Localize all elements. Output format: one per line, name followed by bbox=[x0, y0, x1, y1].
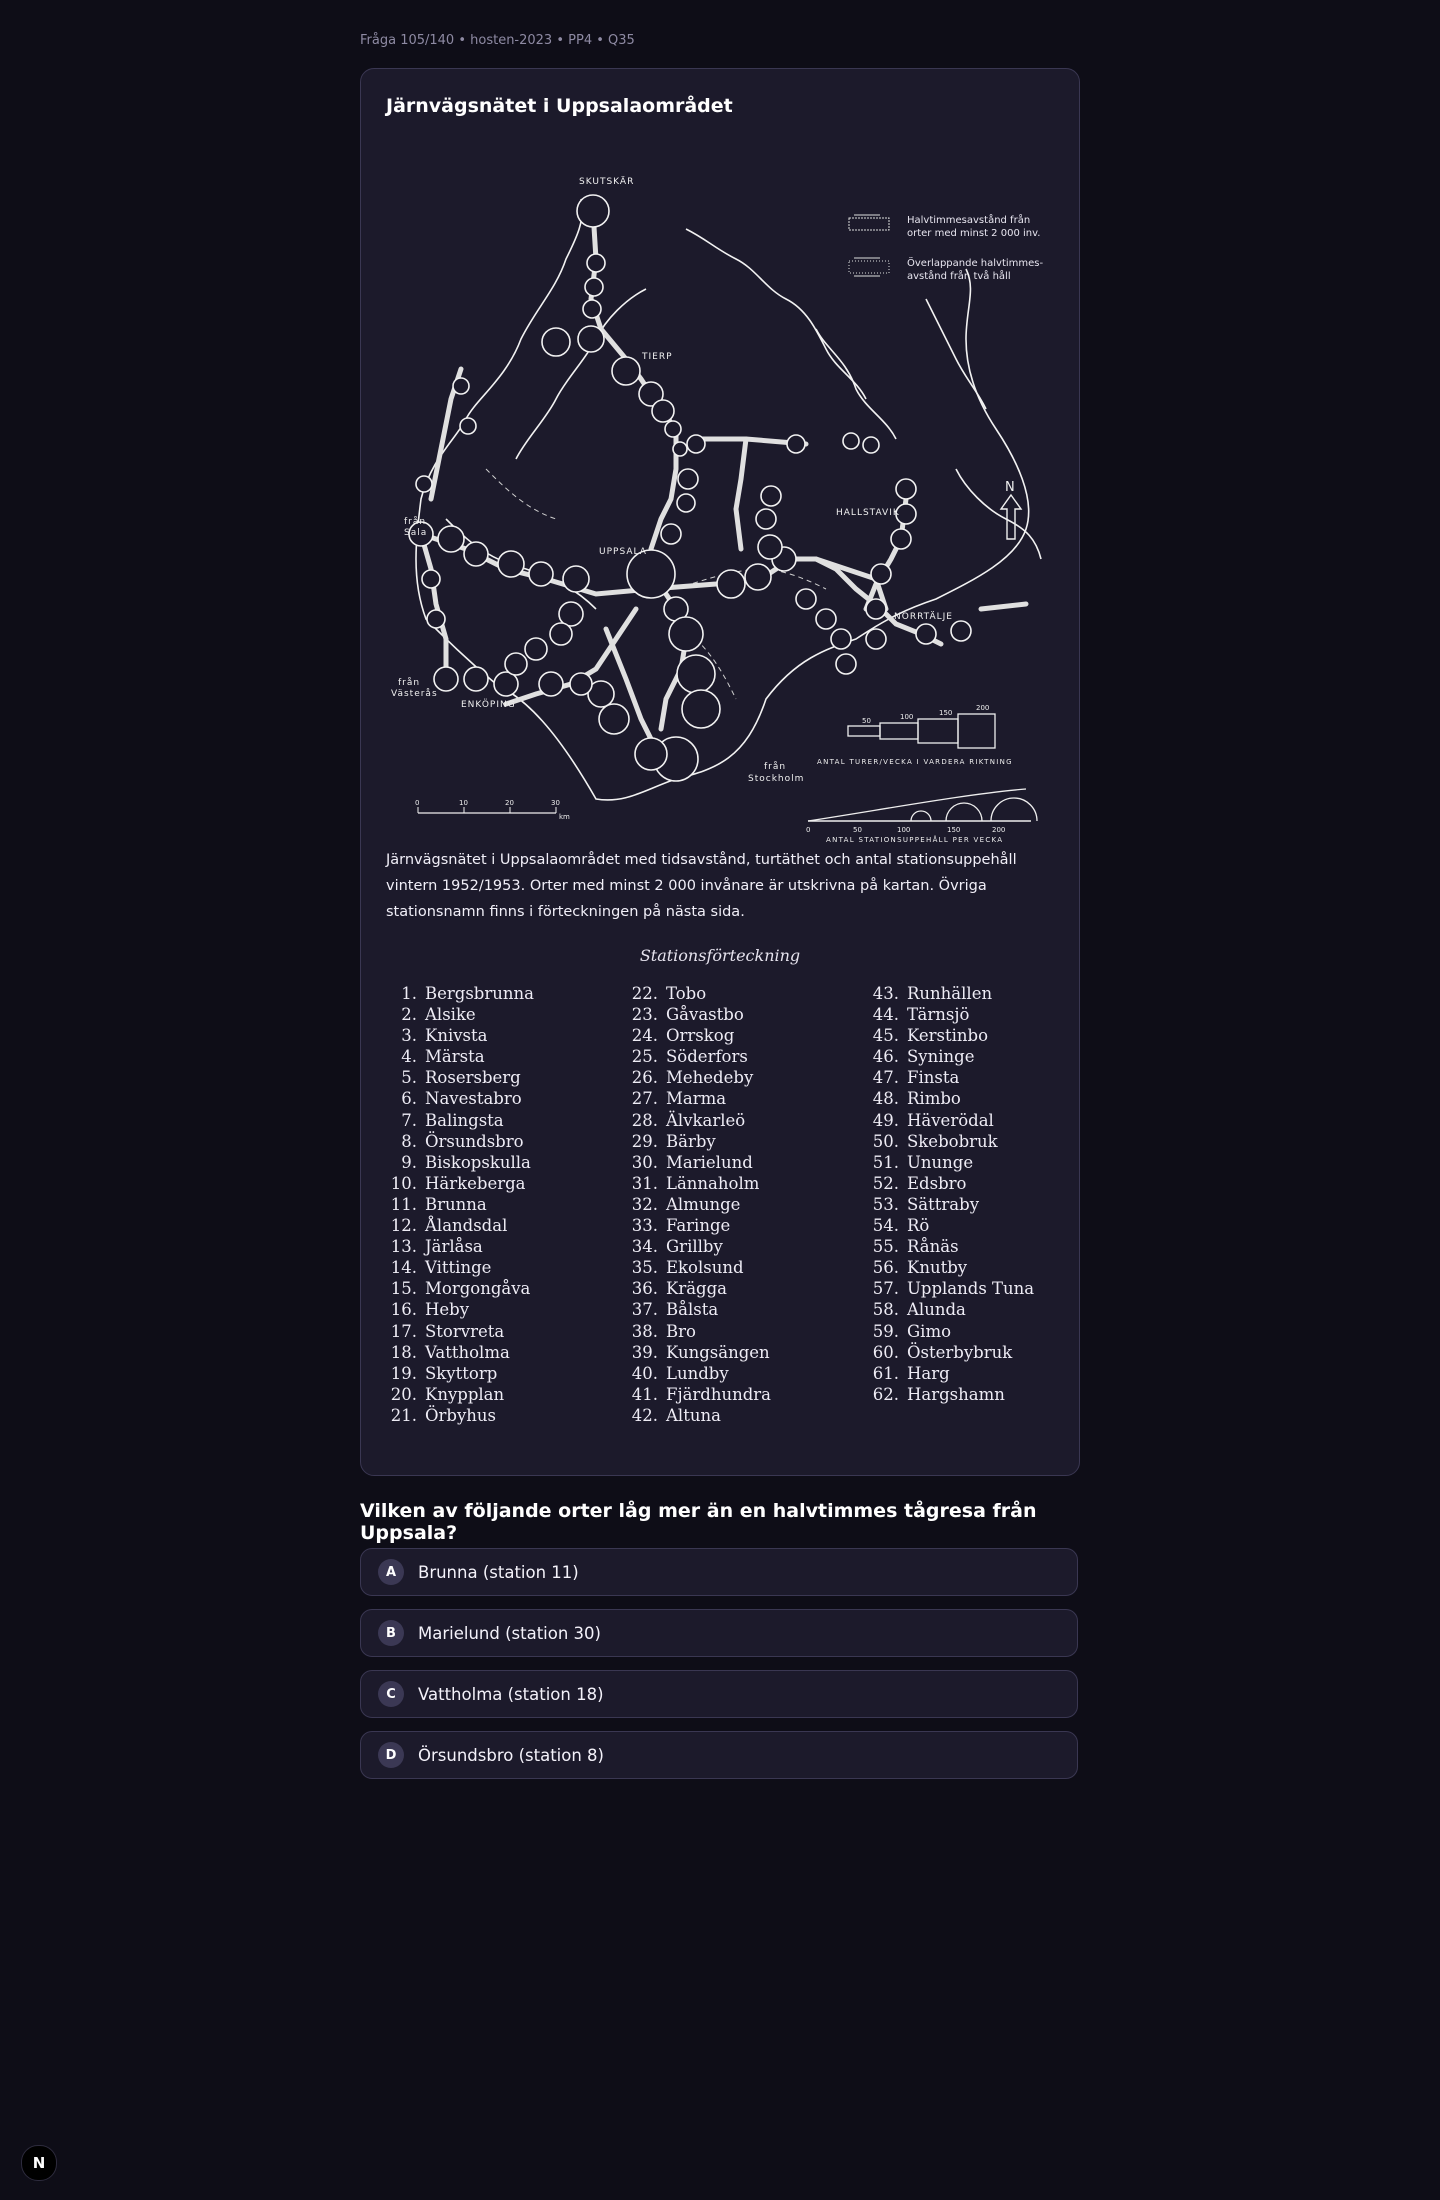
station-list-item bbox=[379, 1405, 534, 1426]
station-name: Härkeberga bbox=[425, 1173, 526, 1193]
option-letter-badge: B bbox=[378, 1620, 404, 1646]
station-number: 6. bbox=[401, 1089, 417, 1109]
uppehall-tick-0: 0 bbox=[806, 826, 811, 834]
station-number: 5. bbox=[401, 1068, 417, 1088]
station-name: Lännaholm bbox=[666, 1173, 760, 1193]
station-name: Krägga bbox=[666, 1279, 728, 1299]
station-name: Faringe bbox=[666, 1216, 731, 1236]
uppehall-tick-1: 50 bbox=[853, 826, 862, 834]
station-number: 34. bbox=[631, 1237, 658, 1257]
station-name: Häverödal bbox=[907, 1110, 994, 1130]
station-list-item bbox=[620, 1088, 771, 1109]
scale-unit: km bbox=[559, 813, 570, 821]
station-name: Fjärdhundra bbox=[666, 1384, 772, 1404]
app-logo-icon[interactable]: N bbox=[21, 2145, 57, 2181]
station-name: Skyttorp bbox=[425, 1363, 498, 1383]
station-name: Runhällen bbox=[907, 984, 993, 1003]
option-letter-badge: C bbox=[378, 1681, 404, 1707]
station-list-item bbox=[379, 1173, 534, 1194]
station-list-item bbox=[620, 983, 771, 1004]
station-name: Knypplan bbox=[425, 1384, 505, 1404]
station-name: Vattholma bbox=[425, 1342, 510, 1362]
station-markers bbox=[409, 195, 971, 781]
station-number: 31. bbox=[631, 1173, 658, 1193]
station-name: Skebobruk bbox=[907, 1131, 998, 1151]
station-column-2 bbox=[620, 983, 771, 1426]
station-number: 45. bbox=[872, 1026, 899, 1046]
station-column-3 bbox=[861, 983, 1034, 1405]
station-list-item bbox=[620, 1405, 771, 1426]
from-stockholm-2: Stockholm bbox=[748, 774, 805, 784]
figure-title: Järnvägsnätet i Uppsalaområdet bbox=[386, 95, 733, 117]
station-name: Ålandsdal bbox=[425, 1216, 508, 1236]
station-list-item bbox=[379, 1004, 534, 1025]
station-number: 54. bbox=[872, 1216, 899, 1236]
station-number: 55. bbox=[872, 1237, 899, 1257]
station-name: Älvkarleö bbox=[666, 1110, 746, 1130]
station-list-item bbox=[620, 1046, 771, 1067]
station-list-item bbox=[379, 1152, 534, 1173]
station-number: 1. bbox=[401, 984, 417, 1003]
legend-line-2: orter med minst 2 000 inv. bbox=[907, 228, 1041, 239]
station-list-item bbox=[861, 1299, 1034, 1320]
station-number: 42. bbox=[631, 1405, 658, 1425]
station-list-item bbox=[379, 1025, 534, 1046]
station-list-item bbox=[620, 1299, 771, 1320]
station-name: Alunda bbox=[907, 1300, 966, 1320]
station-list-item bbox=[861, 1321, 1034, 1342]
station-number: 43. bbox=[872, 984, 899, 1003]
station-number: 36. bbox=[631, 1279, 658, 1299]
station-number: 44. bbox=[872, 1005, 899, 1025]
station-list-item bbox=[861, 1278, 1034, 1299]
station-name: Gimo bbox=[907, 1321, 952, 1341]
station-name: Söderfors bbox=[666, 1047, 748, 1067]
from-vasteras-2: Västerås bbox=[391, 689, 438, 699]
station-name: Hargshamn bbox=[907, 1384, 1005, 1404]
station-number: 51. bbox=[872, 1152, 899, 1172]
station-list-item bbox=[379, 1278, 534, 1299]
place-tierp: TIERP bbox=[642, 352, 673, 362]
station-name: Orrskog bbox=[666, 1026, 735, 1046]
station-list-item bbox=[379, 1088, 534, 1109]
station-number: 11. bbox=[390, 1194, 417, 1214]
station-list-item bbox=[861, 1152, 1034, 1173]
station-list-item bbox=[379, 1321, 534, 1342]
station-list-item bbox=[379, 983, 534, 1004]
station-list-item bbox=[861, 1067, 1034, 1088]
turer-label: ANTAL TURER/VECKA I VARDERA RIKTNING bbox=[817, 758, 1013, 766]
option-label: Vattholma (station 18) bbox=[418, 1684, 604, 1704]
station-number: 56. bbox=[872, 1258, 899, 1278]
station-name: Knutby bbox=[907, 1258, 968, 1278]
from-stockholm-1: från bbox=[764, 762, 787, 772]
station-number: 9. bbox=[401, 1152, 417, 1172]
station-number: 62. bbox=[872, 1384, 899, 1404]
station-name: Biskopskulla bbox=[425, 1152, 531, 1172]
answer-option-d[interactable] bbox=[360, 1731, 1078, 1779]
station-name: Gåvastbo bbox=[666, 1005, 744, 1025]
station-name: Navestabro bbox=[425, 1089, 522, 1109]
station-number: 2. bbox=[401, 1005, 417, 1025]
station-name: Almunge bbox=[666, 1194, 741, 1214]
station-number: 59. bbox=[872, 1321, 899, 1341]
station-name: Kungsängen bbox=[666, 1342, 770, 1362]
station-name: Storvreta bbox=[425, 1321, 505, 1341]
station-name: Syninge bbox=[907, 1047, 975, 1067]
place-uppsala: UPPSALA bbox=[599, 547, 647, 557]
station-list-item bbox=[379, 1194, 534, 1215]
station-number: 28. bbox=[631, 1110, 658, 1130]
answer-option-a[interactable] bbox=[360, 1548, 1078, 1596]
station-number: 21. bbox=[390, 1405, 417, 1425]
station-number: 10. bbox=[390, 1173, 417, 1193]
station-list-item bbox=[861, 1110, 1034, 1131]
figure-card bbox=[360, 68, 1080, 1476]
station-name: Alsike bbox=[425, 1005, 476, 1025]
legend-line-1: Halvtimmesavstånd från bbox=[907, 215, 1031, 226]
station-list-item bbox=[861, 1046, 1034, 1067]
option-label: Marielund (station 30) bbox=[418, 1623, 601, 1643]
station-list-item bbox=[379, 1131, 534, 1152]
option-label: Brunna (station 11) bbox=[418, 1562, 579, 1582]
station-name: Tobo bbox=[666, 984, 707, 1003]
answer-option-b[interactable] bbox=[360, 1609, 1078, 1657]
scale-tick-3: 30 bbox=[551, 799, 560, 807]
station-name: Tärnsjö bbox=[907, 1005, 970, 1025]
station-list-item bbox=[620, 1067, 771, 1088]
station-list-item bbox=[861, 1215, 1034, 1236]
option-letter-badge: D bbox=[378, 1742, 404, 1768]
station-name: Grillby bbox=[666, 1237, 723, 1257]
station-list-item bbox=[620, 1278, 771, 1299]
station-name: Bergsbrunna bbox=[425, 984, 534, 1003]
station-list-item bbox=[620, 1342, 771, 1363]
station-list-item bbox=[861, 1088, 1034, 1109]
station-name: Lundby bbox=[666, 1363, 729, 1383]
station-number: 53. bbox=[872, 1194, 899, 1214]
station-number: 4. bbox=[401, 1047, 417, 1067]
station-list-item bbox=[861, 1194, 1034, 1215]
station-list-item bbox=[620, 1131, 771, 1152]
railway-map bbox=[386, 139, 1056, 899]
station-number: 29. bbox=[631, 1131, 658, 1151]
turer-diagram bbox=[817, 704, 1013, 766]
turer-tick-3: 150 bbox=[939, 709, 953, 717]
station-number: 32. bbox=[631, 1194, 658, 1214]
station-number: 60. bbox=[872, 1342, 899, 1362]
figure-caption: Järnvägsnätet i Uppsalaområdet med tidsavstånd, turtäthet och antal stationsuppehåll vintern 1952/1953. Orter med minst 2 000 invånare är utskrivna på kartan. Övriga stationsnamn finns i förteckningen på nästa sida. bbox=[386, 852, 1017, 920]
question-meta: Fråga 105/140 • hosten-2023 • PP4 • Q35 bbox=[360, 33, 635, 48]
station-name: Finsta bbox=[907, 1068, 960, 1088]
station-number: 24. bbox=[631, 1026, 658, 1046]
station-number: 23. bbox=[631, 1005, 658, 1025]
station-number: 8. bbox=[401, 1131, 417, 1151]
station-number: 50. bbox=[872, 1131, 899, 1151]
station-name: Vittinge bbox=[425, 1258, 492, 1278]
station-list-item bbox=[620, 1004, 771, 1025]
station-list-item bbox=[620, 1363, 771, 1384]
station-name: Örsundsbro bbox=[425, 1131, 524, 1151]
uppehall-tick-4: 200 bbox=[992, 826, 1006, 834]
station-number: 7. bbox=[401, 1110, 417, 1130]
station-name: Knivsta bbox=[425, 1026, 488, 1046]
station-list-item bbox=[620, 1152, 771, 1173]
station-list-item bbox=[379, 1215, 534, 1236]
station-name: Österbybruk bbox=[907, 1342, 1013, 1362]
station-number: 49. bbox=[872, 1110, 899, 1130]
from-vasteras-1: från bbox=[398, 678, 421, 688]
station-list-item bbox=[620, 1194, 771, 1215]
station-list-item bbox=[379, 1257, 534, 1278]
station-list-item bbox=[379, 1067, 534, 1088]
station-number: 39. bbox=[631, 1342, 658, 1362]
station-name: Morgongåva bbox=[425, 1279, 531, 1299]
station-number: 57. bbox=[872, 1279, 899, 1299]
station-list-item bbox=[861, 1236, 1034, 1257]
station-name: Märsta bbox=[425, 1047, 485, 1067]
station-name: Bålsta bbox=[666, 1300, 719, 1320]
station-name: Mehedeby bbox=[666, 1068, 754, 1088]
station-number: 52. bbox=[872, 1173, 899, 1193]
station-number: 13. bbox=[390, 1237, 417, 1257]
station-number: 25. bbox=[631, 1047, 658, 1067]
station-list-item bbox=[620, 1025, 771, 1046]
station-number: 38. bbox=[631, 1321, 658, 1341]
station-name: Bärby bbox=[666, 1131, 716, 1151]
station-name: Marma bbox=[666, 1089, 727, 1109]
station-number: 19. bbox=[390, 1363, 417, 1383]
station-name: Järlåsa bbox=[425, 1237, 483, 1257]
station-name: Edsbro bbox=[907, 1173, 967, 1193]
station-list-item bbox=[861, 1342, 1034, 1363]
station-number: 48. bbox=[872, 1089, 899, 1109]
station-name: Harg bbox=[907, 1363, 950, 1383]
station-name: Rö bbox=[907, 1216, 930, 1236]
station-name: Rosersberg bbox=[425, 1068, 521, 1088]
station-list-item bbox=[620, 1257, 771, 1278]
station-name: Upplands Tuna bbox=[907, 1279, 1035, 1299]
place-hallstavik: HALLSTAVIK bbox=[836, 508, 900, 518]
place-enkoping: ENKÖPING bbox=[461, 700, 516, 710]
uppehall-diagram bbox=[806, 789, 1037, 844]
north-arrow bbox=[1001, 480, 1021, 539]
question-text: Vilken av följande orter låg mer än en halvtimmes tågresa från Uppsala? bbox=[360, 1500, 1037, 1544]
station-name: Ununge bbox=[907, 1152, 974, 1172]
station-name: Sättraby bbox=[907, 1194, 980, 1214]
station-number: 17. bbox=[390, 1321, 417, 1341]
station-list-item bbox=[861, 1363, 1034, 1384]
station-number: 47. bbox=[872, 1068, 899, 1088]
north-label: N bbox=[1005, 480, 1015, 495]
station-list-item bbox=[861, 1173, 1034, 1194]
station-list-item bbox=[861, 1131, 1034, 1152]
station-list-item bbox=[379, 1342, 534, 1363]
station-number: 40. bbox=[631, 1363, 658, 1383]
from-sala-2: Sala bbox=[404, 528, 428, 538]
station-list-item bbox=[620, 1110, 771, 1131]
place-skutskar: SKUTSKÄR bbox=[579, 177, 635, 187]
station-list-item bbox=[620, 1215, 771, 1236]
station-number: 15. bbox=[390, 1279, 417, 1299]
station-number: 26. bbox=[631, 1068, 658, 1088]
station-number: 16. bbox=[390, 1300, 417, 1320]
turer-tick-2: 100 bbox=[900, 713, 914, 721]
turer-tick-1: 50 bbox=[862, 717, 871, 725]
option-letter-badge: A bbox=[378, 1559, 404, 1585]
station-list-item bbox=[620, 1173, 771, 1194]
answer-option-c[interactable] bbox=[360, 1670, 1078, 1718]
station-number: 33. bbox=[631, 1216, 658, 1236]
scale-tick-1: 10 bbox=[459, 799, 468, 807]
station-number: 30. bbox=[631, 1152, 658, 1172]
station-list-item bbox=[861, 1384, 1034, 1405]
scale-bar bbox=[415, 799, 570, 821]
station-number: 14. bbox=[390, 1258, 417, 1278]
place-norrtalje: NORRTÄLJE bbox=[894, 612, 953, 622]
station-number: 3. bbox=[401, 1026, 417, 1046]
station-number: 20. bbox=[390, 1384, 417, 1404]
legend-line-4: avstånd från två håll bbox=[907, 271, 1011, 282]
scale-tick-0: 0 bbox=[415, 799, 420, 807]
station-list-item bbox=[379, 1384, 534, 1405]
uppehall-tick-3: 150 bbox=[947, 826, 961, 834]
station-name: Rånäs bbox=[907, 1237, 959, 1257]
station-number: 22. bbox=[631, 984, 658, 1003]
station-number: 58. bbox=[872, 1300, 899, 1320]
station-list-item bbox=[379, 1046, 534, 1067]
station-list-item bbox=[620, 1321, 771, 1342]
station-list-item bbox=[861, 1025, 1034, 1046]
station-name: Kerstinbo bbox=[907, 1026, 989, 1046]
station-name: Örbyhus bbox=[425, 1405, 497, 1425]
station-number: 37. bbox=[631, 1300, 658, 1320]
station-list-item bbox=[620, 1384, 771, 1405]
station-name: Heby bbox=[425, 1300, 470, 1320]
station-name: Rimbo bbox=[907, 1089, 961, 1109]
station-list-item bbox=[379, 1363, 534, 1384]
station-number: 27. bbox=[631, 1089, 658, 1109]
option-label: Örsundsbro (station 8) bbox=[418, 1745, 604, 1765]
station-name: Bro bbox=[666, 1321, 696, 1341]
station-number: 41. bbox=[631, 1384, 658, 1404]
from-sala-1: från bbox=[404, 517, 427, 527]
station-name: Marielund bbox=[666, 1152, 753, 1172]
station-name: Brunna bbox=[425, 1194, 487, 1214]
station-name: Balingsta bbox=[425, 1110, 504, 1130]
uppehall-tick-2: 100 bbox=[897, 826, 911, 834]
scale-tick-2: 20 bbox=[505, 799, 514, 807]
station-name: Ekolsund bbox=[666, 1258, 744, 1278]
station-number: 61. bbox=[872, 1363, 899, 1383]
station-list-title: Stationsförteckning bbox=[639, 946, 801, 965]
station-list-item bbox=[861, 983, 1034, 1004]
station-name: Altuna bbox=[666, 1405, 721, 1425]
station-list-item bbox=[861, 1257, 1034, 1278]
station-list-item bbox=[620, 1236, 771, 1257]
turer-tick-4: 200 bbox=[976, 704, 990, 712]
station-list-item bbox=[379, 1110, 534, 1131]
station-number: 46. bbox=[872, 1047, 899, 1067]
station-number: 12. bbox=[390, 1216, 417, 1236]
station-column-1 bbox=[379, 983, 534, 1426]
map-legend bbox=[849, 213, 1044, 282]
uppehall-label: ANTAL STATIONSUPPEHÅLL PER VECKA bbox=[826, 836, 1004, 844]
station-list-item bbox=[379, 1299, 534, 1320]
station-list-item bbox=[861, 1004, 1034, 1025]
station-list-item bbox=[379, 1236, 534, 1257]
station-number: 35. bbox=[631, 1258, 658, 1278]
legend-line-3: Överlappande halvtimmes- bbox=[907, 258, 1044, 269]
station-number: 18. bbox=[390, 1342, 417, 1362]
